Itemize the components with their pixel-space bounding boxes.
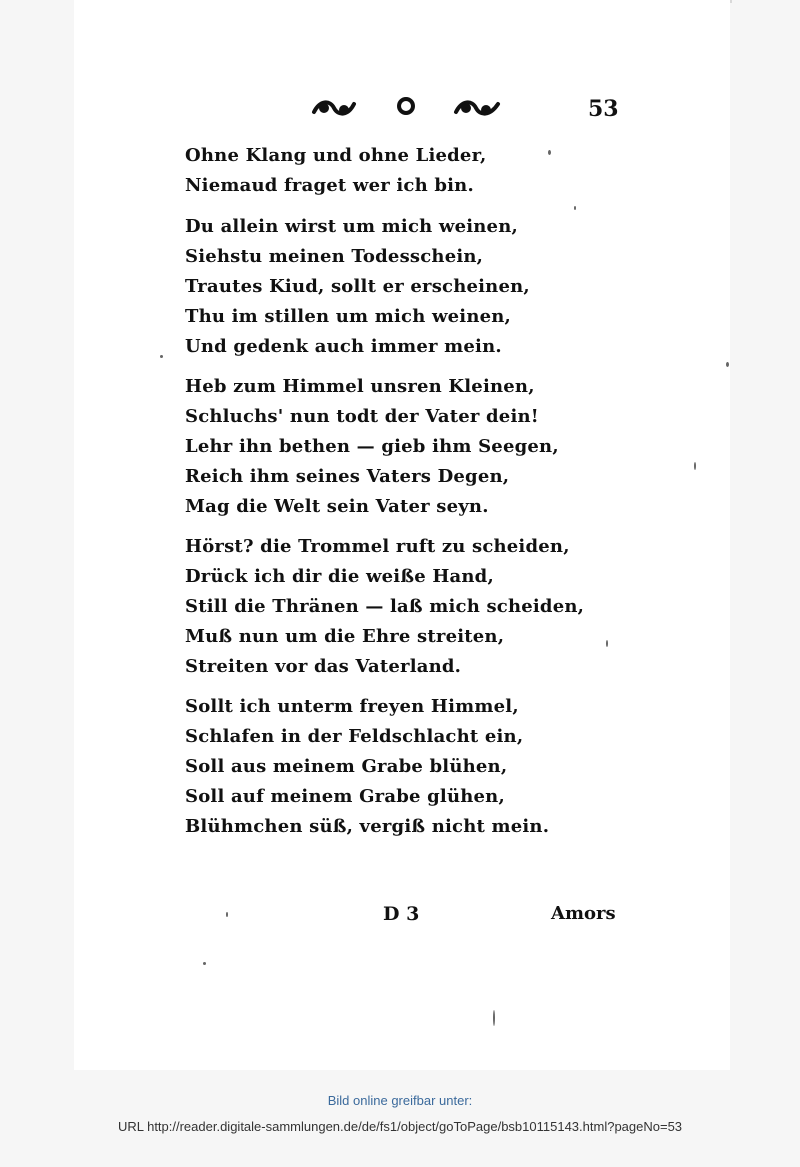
header-ornament xyxy=(310,92,510,122)
poem-line: Lehr ihn bethen — gieb ihm Seegen, xyxy=(185,436,559,457)
source-caption: Bild online greifbar unter: xyxy=(327,1093,473,1108)
right-flourish-icon xyxy=(456,102,498,113)
paper-speck xyxy=(203,962,206,965)
left-flourish-icon xyxy=(314,102,354,113)
poem-line: Thu im stillen um mich weinen, xyxy=(185,306,512,327)
poem-line: Ohne Klang und ohne Lieder, xyxy=(185,145,487,166)
poem-line: Soll aus meinem Grabe blühen, xyxy=(185,756,508,777)
paper-speck xyxy=(574,206,576,210)
poem-line: Siehstu meinen Todesschein, xyxy=(185,246,484,267)
poem-line: Schluchs' nun todt der Vater dein! xyxy=(185,406,539,427)
poem-line: Niemaud fraget wer ich bin. xyxy=(185,175,474,196)
poem-line: Du allein wirst um mich weinen, xyxy=(185,216,518,237)
stanza-4 xyxy=(185,532,584,682)
poem-line: Trautes Kiud, sollt er erscheinen, xyxy=(185,276,530,297)
paper-speck xyxy=(226,912,228,917)
poem-line: Heb zum Himmel unsren Kleinen, xyxy=(185,376,535,397)
page-number: 53 xyxy=(588,96,619,122)
poem-line: Mag die Welt sein Vater seyn. xyxy=(185,496,489,517)
poem-line: Still die Thränen — laß mich scheiden, xyxy=(185,596,585,617)
paper-speck xyxy=(160,355,163,358)
source-url[interactable]: URL http://reader.digitale-sammlungen.de/de/fs1/object/goToPage/bsb10115143.html?pageNo=53 xyxy=(117,1119,683,1134)
paper-speck xyxy=(493,1010,495,1026)
paper-speck xyxy=(606,640,608,647)
catchword: Amors xyxy=(551,903,616,924)
stanza-2 xyxy=(185,212,530,362)
poem-line: Hörst? die Trommel ruft zu scheiden, xyxy=(185,536,570,557)
poem-line: Schlafen in der Feldschlacht ein, xyxy=(185,726,524,747)
poem-line: Soll auf meinem Grabe glühen, xyxy=(185,786,505,807)
poem-line: Streiten vor das Vaterland. xyxy=(185,656,462,677)
poem-line: Drück ich dir die weiße Hand, xyxy=(185,566,494,587)
paper-speck xyxy=(694,462,696,470)
poem-line: Sollt ich unterm freyen Himmel, xyxy=(185,696,519,717)
paper-speck xyxy=(548,150,551,155)
paper-speck xyxy=(726,362,729,367)
signature-mark: D 3 xyxy=(383,903,420,925)
stanza-3 xyxy=(185,372,559,522)
center-ring-icon xyxy=(399,99,413,113)
poem-line: Und gedenk auch immer mein. xyxy=(185,336,502,357)
stanza-5 xyxy=(185,692,549,842)
poem-line: Muß nun um die Ehre streiten, xyxy=(185,626,505,647)
poem-line: Reich ihm seines Vaters Degen, xyxy=(185,466,510,487)
stanza-1 xyxy=(185,141,486,201)
poem-line: Blühmchen süß, vergiß nicht mein. xyxy=(185,816,550,837)
